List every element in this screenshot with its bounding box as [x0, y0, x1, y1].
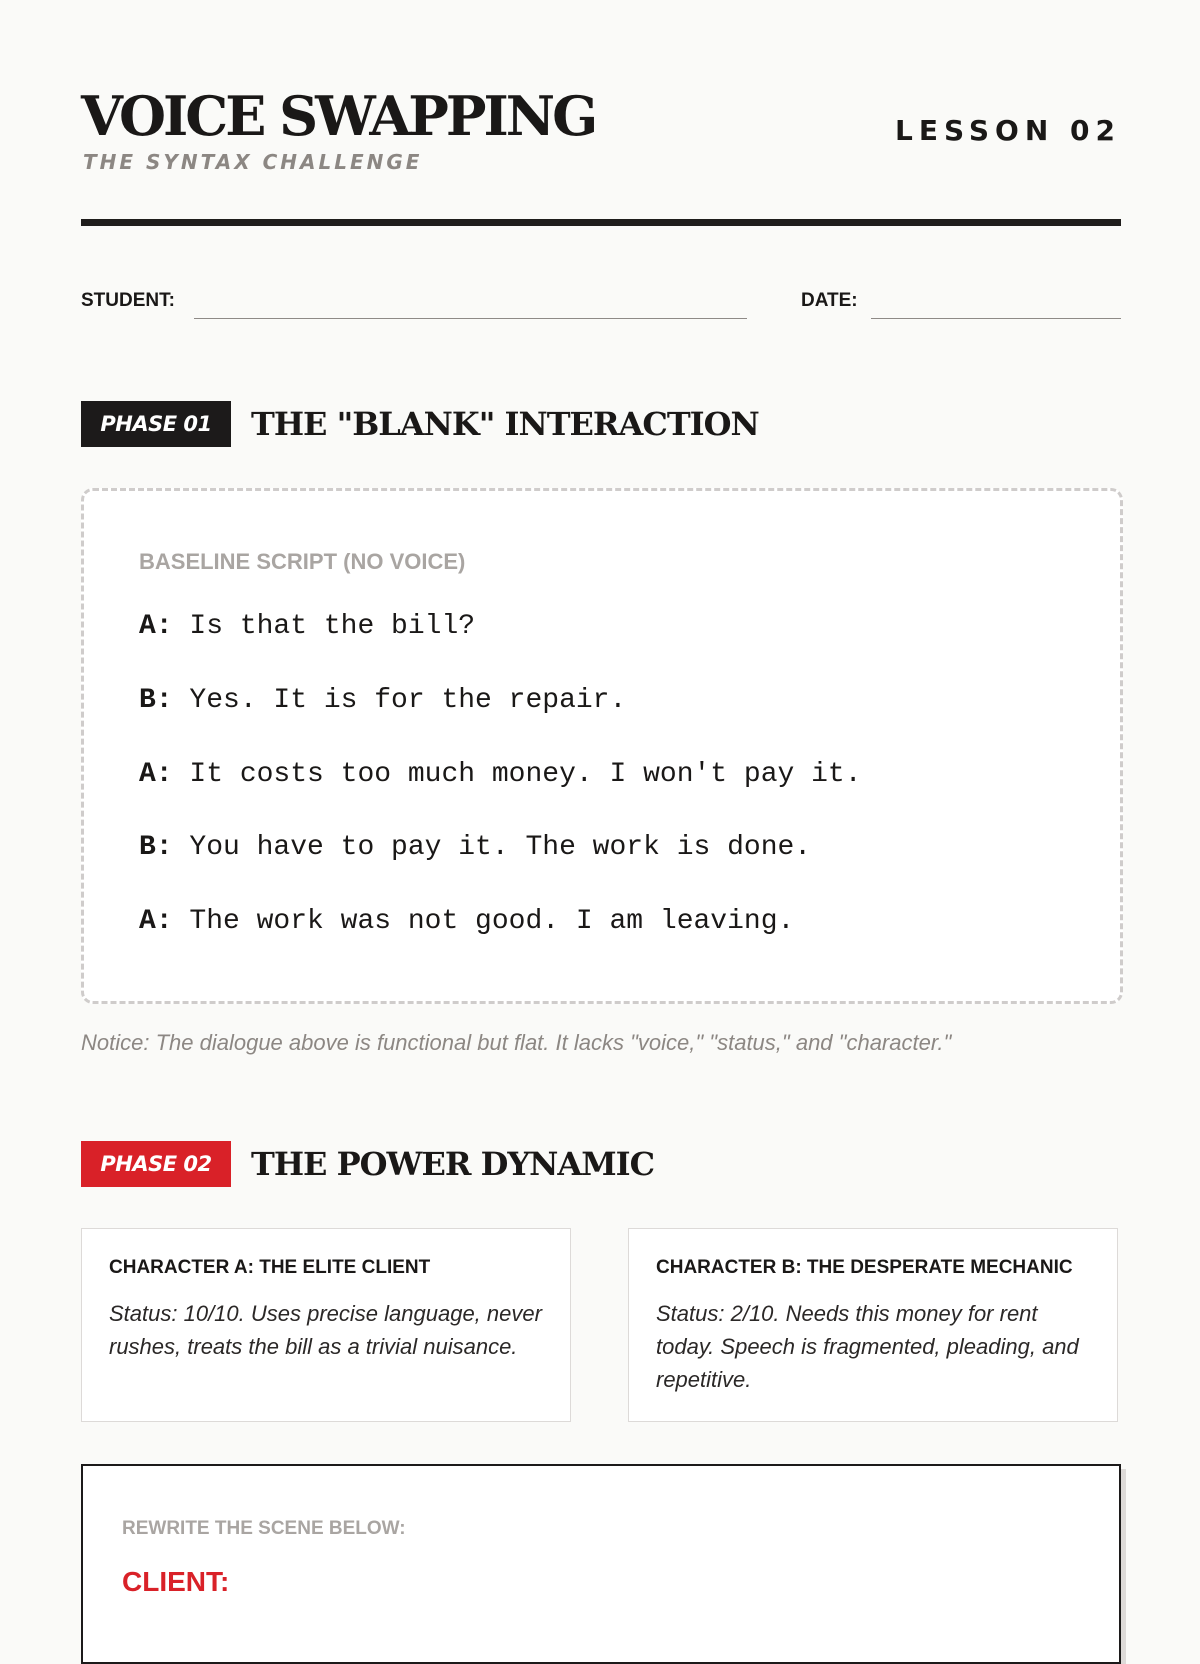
baseline-script-label: BASELINE SCRIPT (NO VOICE) [139, 549, 466, 574]
baseline-script-box [81, 488, 1123, 1004]
script-line [139, 611, 475, 642]
script-line [139, 832, 811, 863]
line-text: Is that the bill? [172, 611, 476, 642]
student-name-field[interactable] [194, 318, 747, 319]
character-card-b [628, 1228, 1118, 1422]
phase-01-title: THE "BLANK" INTERACTION [251, 405, 759, 443]
lesson-number: LESSON 02 [895, 114, 1121, 147]
script-line [139, 685, 626, 716]
page-title: VOICE SWAPPING [81, 84, 596, 148]
line-text: You have to pay it. The work is done. [172, 832, 812, 863]
page-subtitle: THE SYNTAX CHALLENGE [83, 150, 423, 174]
notice-text: Notice: The dialogue above is functional but flat. It lacks "voice," "status," and "character." [81, 1030, 952, 1055]
script-line [139, 759, 862, 790]
student-label: STUDENT: [81, 290, 175, 311]
speaker-label: A: [139, 906, 173, 937]
character-card-a [81, 1228, 571, 1422]
rewrite-label: REWRITE THE SCENE BELOW: [122, 1518, 406, 1539]
phase-02-title: THE POWER DYNAMIC [251, 1145, 655, 1183]
phase-02-tag: PHASE 02 [81, 1141, 231, 1187]
character-description: Status: 10/10. Uses precise language, never rushes, treats the bill as a trivial nuisance. [109, 1301, 542, 1359]
line-text: The work was not good. I am leaving. [172, 906, 795, 937]
line-text: Yes. It is for the repair. [172, 685, 627, 716]
speaker-label: A: [139, 759, 173, 790]
character-heading: CHARACTER A: THE ELITE CLIENT [109, 1257, 431, 1278]
character-heading: CHARACTER B: THE DESPERATE MECHANIC [656, 1257, 1073, 1278]
header-divider [81, 219, 1121, 226]
date-field[interactable] [871, 318, 1121, 319]
date-label: DATE: [801, 290, 858, 311]
speaker-label: B: [139, 685, 173, 716]
rewrite-area[interactable] [81, 1464, 1121, 1664]
phase-01-tag: PHASE 01 [81, 401, 231, 447]
character-description: Status: 2/10. Needs this money for rent today. Speech is fragmented, pleading, and repetitive. [656, 1301, 1079, 1392]
speaker-label: A: [139, 611, 173, 642]
speaker-label: B: [139, 832, 173, 863]
client-speaker-label: CLIENT: [122, 1566, 230, 1597]
line-text: It costs too much money. I won't pay it. [172, 759, 862, 790]
script-line [139, 906, 794, 937]
